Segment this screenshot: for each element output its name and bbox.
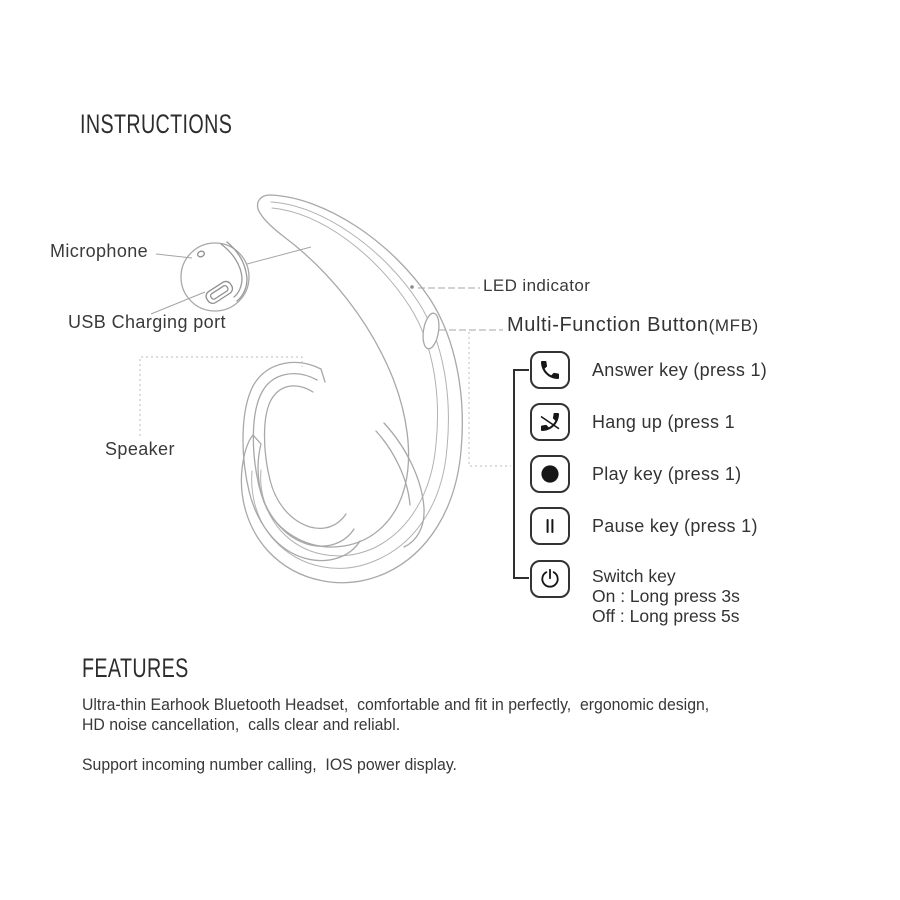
microphone-leader-line (156, 254, 192, 258)
usb-leader-line (151, 292, 205, 314)
switch-key-off-line: Off : Long press 5s (592, 606, 740, 626)
speaker-leader-line (140, 357, 302, 436)
usb-port-shape (204, 279, 235, 305)
body-rim-line-1 (252, 202, 449, 568)
pause-icon (538, 514, 562, 538)
answer-key-box (530, 351, 570, 389)
mfb-label-text: Multi-Function Button (507, 314, 709, 336)
body-rim-line-2 (261, 208, 438, 556)
function-keys-bracket (514, 370, 529, 578)
speaker-pad-inner (376, 431, 410, 505)
detail-magnifier-circle (181, 243, 249, 311)
play-key-label: Play key (press 1) (592, 463, 742, 484)
instructions-title: INSTRUCTIONS (80, 109, 233, 139)
usb-charging-port-label: USB Charging port (68, 312, 226, 332)
pause-key-row (530, 507, 758, 545)
led-indicator-label: LED indicator (483, 276, 591, 295)
microphone-label: Microphone (50, 241, 149, 261)
features-paragraph1-line1: Ultra-thin Earhook Bluetooth Headset, comfortable and fit in perfectly, ergonomic design, (82, 695, 710, 714)
microphone-hole (197, 250, 205, 257)
mfb-dotted-connector (469, 332, 511, 466)
hang-up-key-box (530, 403, 570, 441)
answer-key-row (530, 351, 767, 389)
headset-body-outline (241, 195, 462, 583)
play-key-box (530, 455, 570, 493)
speaker-label: Speaker (105, 439, 175, 459)
play-icon (538, 462, 562, 486)
features-title: FEATURES (82, 653, 189, 683)
mfb-label (507, 314, 759, 337)
switch-key-row (530, 560, 740, 626)
features-paragraph1-line2: HD noise cancellation, calls clear and reliabl. (82, 715, 401, 734)
answer-key-label: Answer key (press 1) (592, 359, 768, 380)
earhook-outer (243, 362, 360, 560)
play-key-row (530, 455, 741, 493)
earhook-tip-notch (321, 369, 325, 382)
hang-up-key-row (530, 403, 735, 441)
power-icon (538, 567, 562, 591)
answer-call-icon (538, 358, 562, 382)
pause-key-label: Pause key (press 1) (592, 515, 758, 536)
switch-key-on-line: On : Long press 3s (592, 586, 740, 606)
earhook-inner (265, 386, 347, 528)
mfb-abbr-text: (MFB) (708, 316, 759, 335)
earhook-mid (253, 374, 354, 546)
hang-up-icon (538, 410, 562, 434)
switch-key-box (530, 560, 570, 598)
features-paragraph2: Support incoming number calling, IOS power display. (82, 755, 457, 774)
switch-key-text-block (592, 566, 740, 626)
detail-circle-connector-line (247, 247, 311, 264)
switch-key-label: Switch key (592, 566, 676, 586)
led-dot (410, 285, 414, 289)
pause-key-box (530, 507, 570, 545)
hang-up-key-label: Hang up (press 1 (592, 411, 735, 432)
